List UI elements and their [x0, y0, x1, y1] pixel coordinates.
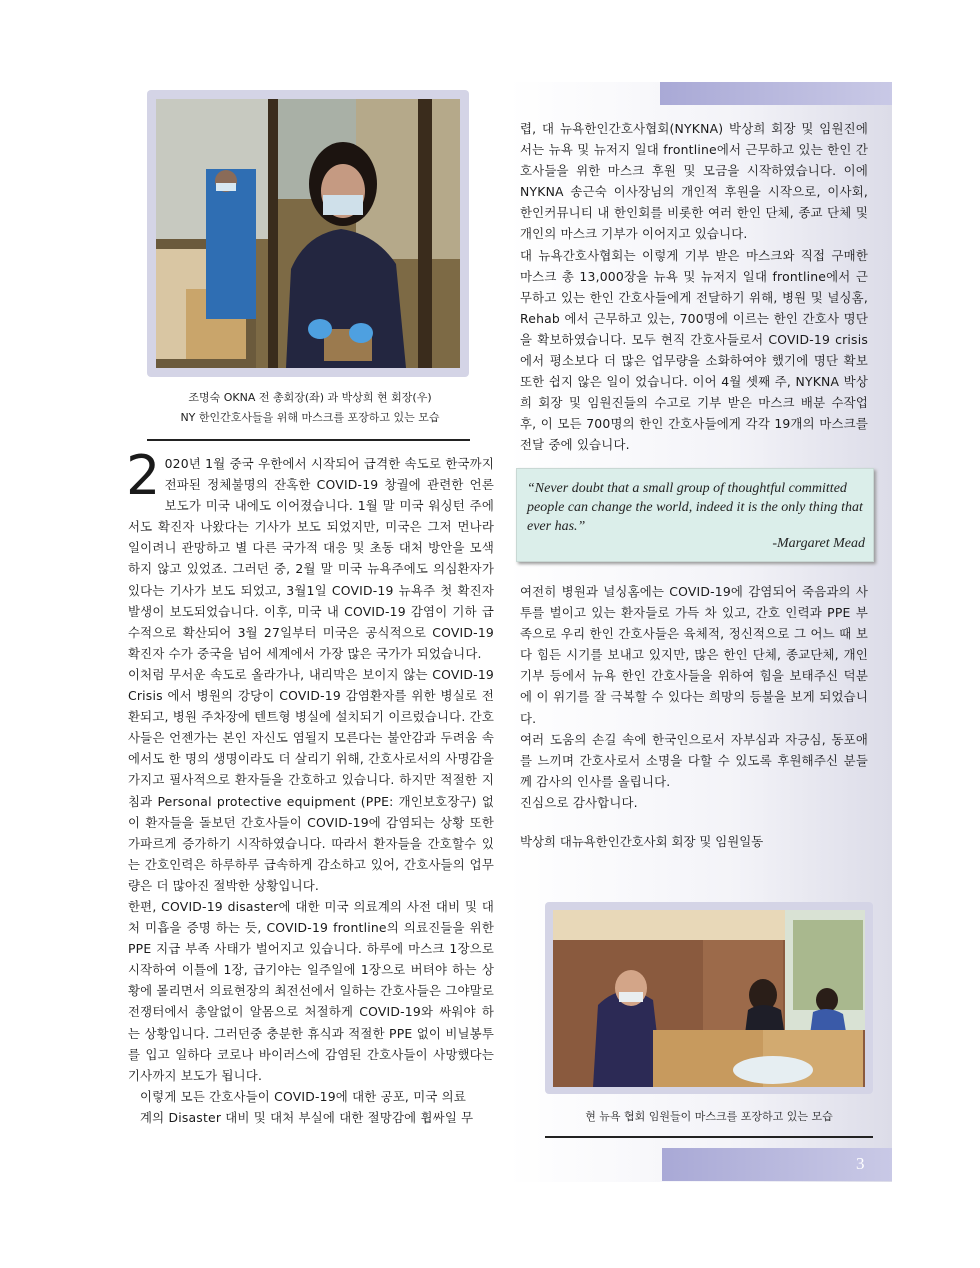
quote-box: [516, 468, 874, 562]
top-photo-caption: [150, 388, 470, 428]
quote-author: -Margaret Mead: [772, 536, 865, 551]
article-continued-line: 이렇게 모든 간호사들이 COVID-19에 대한 공포, 미국 의료: [140, 1088, 467, 1104]
top-caption-rule: [147, 439, 470, 441]
top-caption-line2: NY 한인간호사들을 위해 마스크를 포장하고 있는 모습: [180, 411, 440, 424]
article-paragraph: 여러 도움의 손길 속에 한국인으로서 자부심과 자긍심, 동포애를 느끼며 간호사로서 소명을 다할 수 있도록 후원해주신 분들께 감사의 인사를 올립니다.: [520, 731, 868, 789]
top-photo: [156, 99, 460, 368]
quote-text: “Never doubt that a small group of thoughtful committed people can change the world, indeed it is the only thing that ever has.”: [527, 481, 863, 534]
left-column: [126, 444, 494, 1128]
signoff: 박상희 대뉴욕한인간호사회 회장 및 임원일동: [520, 834, 764, 849]
article-paragraph: 이처럼 무서운 속도로 올라가나, 내리막은 보이지 않는 COVID-19 Crisis 에서 병원의 강당이 COVID-19 감염환자를 위한 병실로 전환되고, 병원 주차장에 텐트형 병실에 설치되기 이르렀습니다. 간호사들은 언젠가는 본인 자신도 염될지 모른다는 불안감과 두려움 속에서도 한 명의 생명이라도 더 살리기 위해, 간호사로서의 사명감을 가지고 필사적으로 환자들을 간호하고 있습니다. 하지만 적절한 지침과 Personal protective equipment (PPE: 개인보호장구) 없이 환자들을 돌보던 간호사들이 COVID-19에 감염되는 상황 또한 가파르게 증가하기 시작하였습니다. 따라서 환자들을 간호할수 있는 간호인력은 하루하루 급속하게 감소하고 있어, 간호사들의 업무량은 더 많아진 절박한 상황입니다.: [128, 666, 494, 893]
drop-cap: 2: [126, 444, 161, 507]
right-column-bottom: [520, 581, 868, 813]
right-column-top: [520, 118, 868, 456]
article-paragraph: 2 020년 1월 중국 우한에서 시작되어 급격한 속도로 한국까지 전파된 정체불명의 잔혹한 COVID-19 창궐에 관련한 언론 보도가 미국 내에도 이어졌습니다. 1월 말 미국 워싱턴 주에서도 확진자 나왔다는 기사가 보도 되었지만, 미국은 그저 먼나라 일이려니 관망하고 별 다른 국가적 대응 및 초동 대처 방안을 모색하지 않고 있었죠. 그러던 중, 2월 말 미국 뉴욕주에도 의심환자가 있다는 기사가 보도 되었고, 3월1일 COVID-19 뉴욕주 첫 확진자 발생이 보도되었습니다. 이후, 미국 내 COVID-19 감염이 기하 급수적으로 확산되어 3월 27일부터 미국은 공식적으로 COVID-19 확진자 수가 중국을 넘어 세계에서 가장 많은 국가가 되었습니다.: [126, 444, 494, 661]
article-paragraph: 렵, 대 뉴욕한인간호사협회(NYKNA) 박상희 회장 및 임원진에서는 뉴욕 및 뉴저지 일대 frontline에서 근무하고 있는 한인 간호사들을 위한 마스크 후원 및 모금을 시작하였습니다. 이에 NYKNA 송근숙 이사장님의 개인적 후원을 시작으로, 이사회, 한인커뮤니티 내 한인회를 비롯한 여러 한인 단체, 종교 단체 및 개인의 마스크 기부가 이어지고 있습니다.: [520, 121, 868, 242]
article-paragraph: 대 뉴욕간호사협회는 이렇게 기부 받은 마스크와 직접 구매한 마스크 총 13,000장을 뉴욕 및 뉴저지 일대 frontline에서 근무하고 있는 한인 간호사들에게 전달하기 위해, 병원 및 널싱홈, Rehab 에서 근무하고 있는, 700명에 이르는 한인 간호사 명단을 확보하였습니다. 모두 현직 간호사들로서 COVID-19 crisis에서 평소보다 더 많은 업무량을 소화하여야 했기에 명단 확보 또한 쉽지 않은 일이 었습니다. 이어 4월 셋째 주, NYKNA 박상희 회장 및 임원진들의 수고로 기부 받은 마스크 배분 수작업 후, 이 모든 700명의 한인 간호사들에게 각각 19개의 마스크를 전달 중에 있습니다.: [520, 247, 868, 453]
article-continued-line: 계의 Disaster 대비 및 대처 부실에 대한 절망감에 휩싸일 무: [140, 1109, 474, 1125]
header-accent-bar: [660, 82, 892, 105]
top-caption-line1: 조명숙 OKNA 전 총회장(좌) 과 박상희 현 회장(우): [188, 391, 432, 404]
bottom-photo: [553, 910, 865, 1087]
bottom-caption-rule: [545, 1136, 873, 1138]
bottom-photo-caption: 현 뉴욕 협회 임원들이 마스크를 포장하고 있는 모습: [585, 1110, 833, 1123]
article-paragraph: 여전히 병원과 널싱홈에는 COVID-19에 감염되어 죽음과의 사투를 벌이고 있는 환자들로 가득 차 있고, 간호 인력과 PPE 부족으로 우리 한인 간호사들은 육체적, 정신적으로 그 어느 때 보다 힘든 시기를 보내고 있지만, 많은 한인 단체, 종교단체, 개인기부 등에서 뉴욕 한인 간호사들을 위하여 힘을 보태주신 덕분에 이 위기를 잘 극복할 수 있다는 희망의 등불을 보게 되었습니다.: [520, 584, 868, 726]
page-number: 3: [856, 1154, 865, 1173]
article-paragraph: 진심으로 감사합니다.: [520, 794, 638, 810]
article-paragraph: 한편, COVID-19 disaster에 대한 미국 의료계의 사전 대비 및 대처 미흡을 증명 하는 듯, COVID-19 frontline의 의료진들을 위한 PPE 지급 부족 사태가 벌어지고 있습니다. 하루에 마스크 1장으로 시작하여 이틀에 1장, 급기야는 일주일에 1장으로 버텨야 하는 상황에 몰리면서 의료현장의 최전선에서 일하는 간호사들은 그야말로 전쟁터에서 총알없이 알몸으로 처절하게 COVID-19와 싸워야 하는 상황입니다. 그러던중 충분한 휴식과 적절한 PPE 없이 비닐봉투를 입고 일하다 코로나 바이러스에 감염된 간호사들이 사망했다는 기사까지 보도가 됩니다.: [128, 898, 494, 1083]
